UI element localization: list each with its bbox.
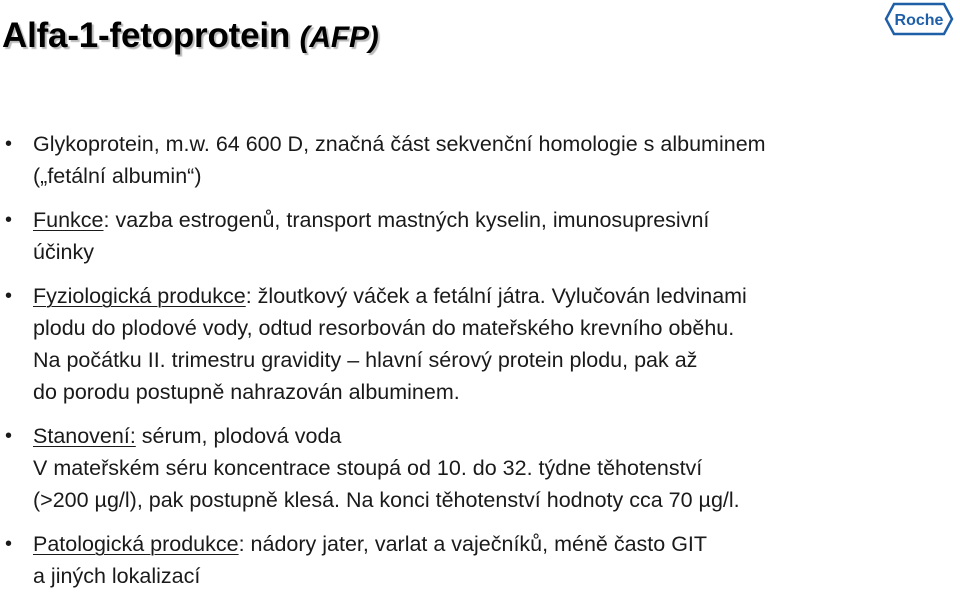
bullet-item-determination (0, 420, 960, 516)
bullet-item-function (0, 204, 960, 268)
logo-text: Roche (894, 12, 944, 29)
bullet-marker: • (5, 285, 13, 307)
roche-logo (884, 2, 954, 36)
slide-title-abbreviation: (AFP) (299, 21, 379, 54)
bullet-marker: • (5, 533, 13, 555)
bullet-line: („fetální albumin“) (33, 164, 202, 188)
bullet-marker: • (5, 425, 13, 447)
bullet-item-glycoprotein (0, 128, 960, 192)
bullet-heading: Fyziologická produkce (33, 284, 246, 308)
bullet-heading: Funkce (33, 208, 104, 232)
bullet-first-line (33, 528, 960, 560)
bullet-marker: • (5, 133, 13, 155)
bullet-first-line (33, 280, 960, 312)
bullet-text: : žloutkový váček a fetální játra. Vylučován ledvinami (245, 284, 747, 308)
bullet-line: Glykoprotein, m.w. 64 600 D, značná část sekvenční homologie s albuminem (33, 132, 766, 156)
bullet-line: plodu do plodové vody, odtud resorbován do mateřského krevního oběhu. (33, 316, 735, 340)
slide-title (2, 16, 379, 56)
bullet-first-line (33, 420, 960, 452)
bullet-heading: Stanovení: (33, 424, 136, 448)
bullet-text: : vazba estrogenů, transport mastných kyselin, imunosupresivní (103, 208, 710, 232)
bullet-line: do porodu postupně nahrazován albuminem. (33, 380, 460, 404)
bullet-text: sérum, plodová voda (135, 424, 342, 448)
bullet-first-line (33, 204, 960, 236)
bullet-line: Na počátku II. trimestru gravidity – hlavní sérový protein plodu, pak až (33, 348, 698, 372)
bullet-line: V mateřském séru koncentrace stoupá od 10. do 32. týdne těhotenství (33, 456, 703, 480)
bullet-list (0, 128, 960, 604)
bullet-line: účinky (33, 240, 94, 264)
bullet-marker: • (5, 209, 13, 231)
bullet-item-pathological-production (0, 528, 960, 592)
bullet-line: (>200 µg/l), pak postupně klesá. Na konci těhotenství hodnoty cca 70 µg/l. (33, 488, 740, 512)
bullet-heading: Patologická produkce (33, 532, 239, 556)
bullet-text: : nádory jater, varlat a vaječníků, méně často GIT (238, 532, 708, 556)
slide-title-main: Alfa-1-fetoprotein (2, 16, 291, 55)
bullet-item-physiological-production (0, 280, 960, 408)
bullet-line: a jiných lokalizací (33, 564, 201, 588)
roche-logo-icon (884, 2, 954, 36)
